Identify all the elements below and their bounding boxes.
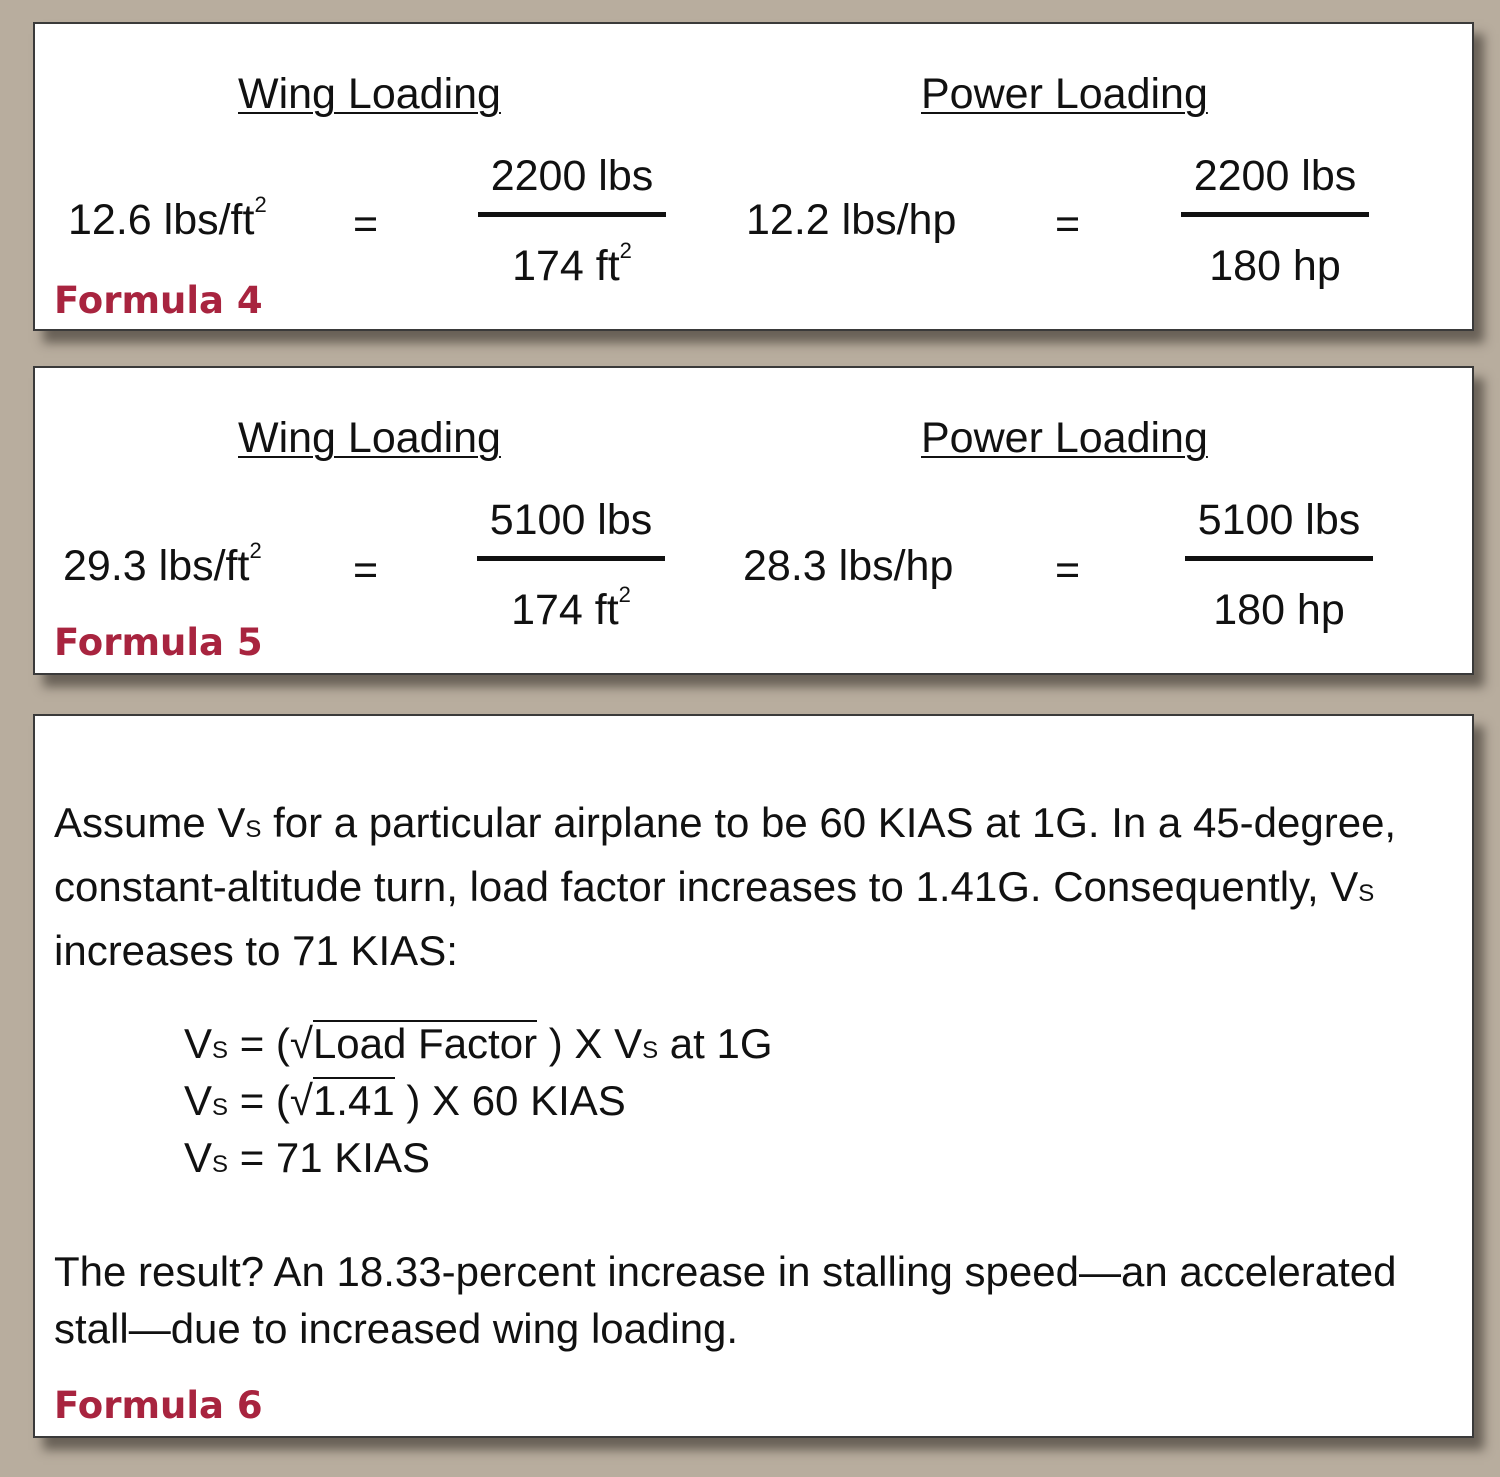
fraction-bar <box>1181 212 1369 217</box>
power-numerator: 5100 lbs <box>1197 496 1361 544</box>
wing-denominator: 174 $ft^2$ <box>512 238 632 290</box>
fraction-bar <box>1185 556 1373 561</box>
equals-sign: = <box>353 200 379 248</box>
wing-loading-heading: Wing Loading <box>238 414 501 462</box>
formula-label: Formula 4 <box>54 279 263 322</box>
intro-paragraph: Assume VS for a particular airplane to be 60 KIAS at 1G. In a 45-degree, constant-altitude turn, load factor increases to 1.41G. Consequently, VS increases to 71 KIAS: <box>54 799 1397 974</box>
formula-label: Formula 5 <box>54 621 263 664</box>
wing-numerator: 5100 lbs <box>489 496 653 544</box>
fraction-bar <box>478 212 666 217</box>
formula-5-panel <box>33 366 1474 675</box>
equals-sign: = <box>1055 200 1081 248</box>
wing-denominator: 174 $ft^2$ <box>511 582 631 634</box>
fraction-bar <box>477 556 665 561</box>
wing-numerator: 2200 lbs <box>490 152 654 200</box>
power-denominator: 180 hp <box>1213 586 1345 634</box>
result-paragraph: The result? An 18.33-percent increase in stalling speed—an accelerated stall—due to increased wing loading. <box>54 1248 1397 1352</box>
power-loading-result: 12.2 lbs/hp <box>746 196 957 244</box>
equation-line-2: VS = (√1.41 ) X 60 KIAS <box>184 1077 626 1124</box>
equation-line-3: VS = 71 KIAS <box>184 1134 430 1181</box>
formula-4-panel <box>33 22 1474 331</box>
formula-label: Formula 6 <box>54 1384 263 1427</box>
wing-loading-result: 29.3 lbs/$ft^2$ <box>63 538 262 590</box>
power-loading-result: 28.3 lbs/hp <box>743 542 954 590</box>
power-loading-heading: Power Loading <box>921 414 1208 462</box>
power-denominator: 180 hp <box>1209 242 1341 290</box>
equals-sign: = <box>1055 546 1081 594</box>
wing-loading-heading: Wing Loading <box>238 70 501 118</box>
wing-loading-result: 12.6 lbs/$ft^2$ <box>68 192 267 244</box>
equation-line-1: VS = (√Load Factor ) X VS at 1G <box>184 1020 773 1067</box>
equals-sign: = <box>353 546 379 594</box>
power-numerator: 2200 lbs <box>1193 152 1357 200</box>
power-loading-heading: Power Loading <box>921 70 1208 118</box>
formula-6-panel <box>33 714 1474 1438</box>
